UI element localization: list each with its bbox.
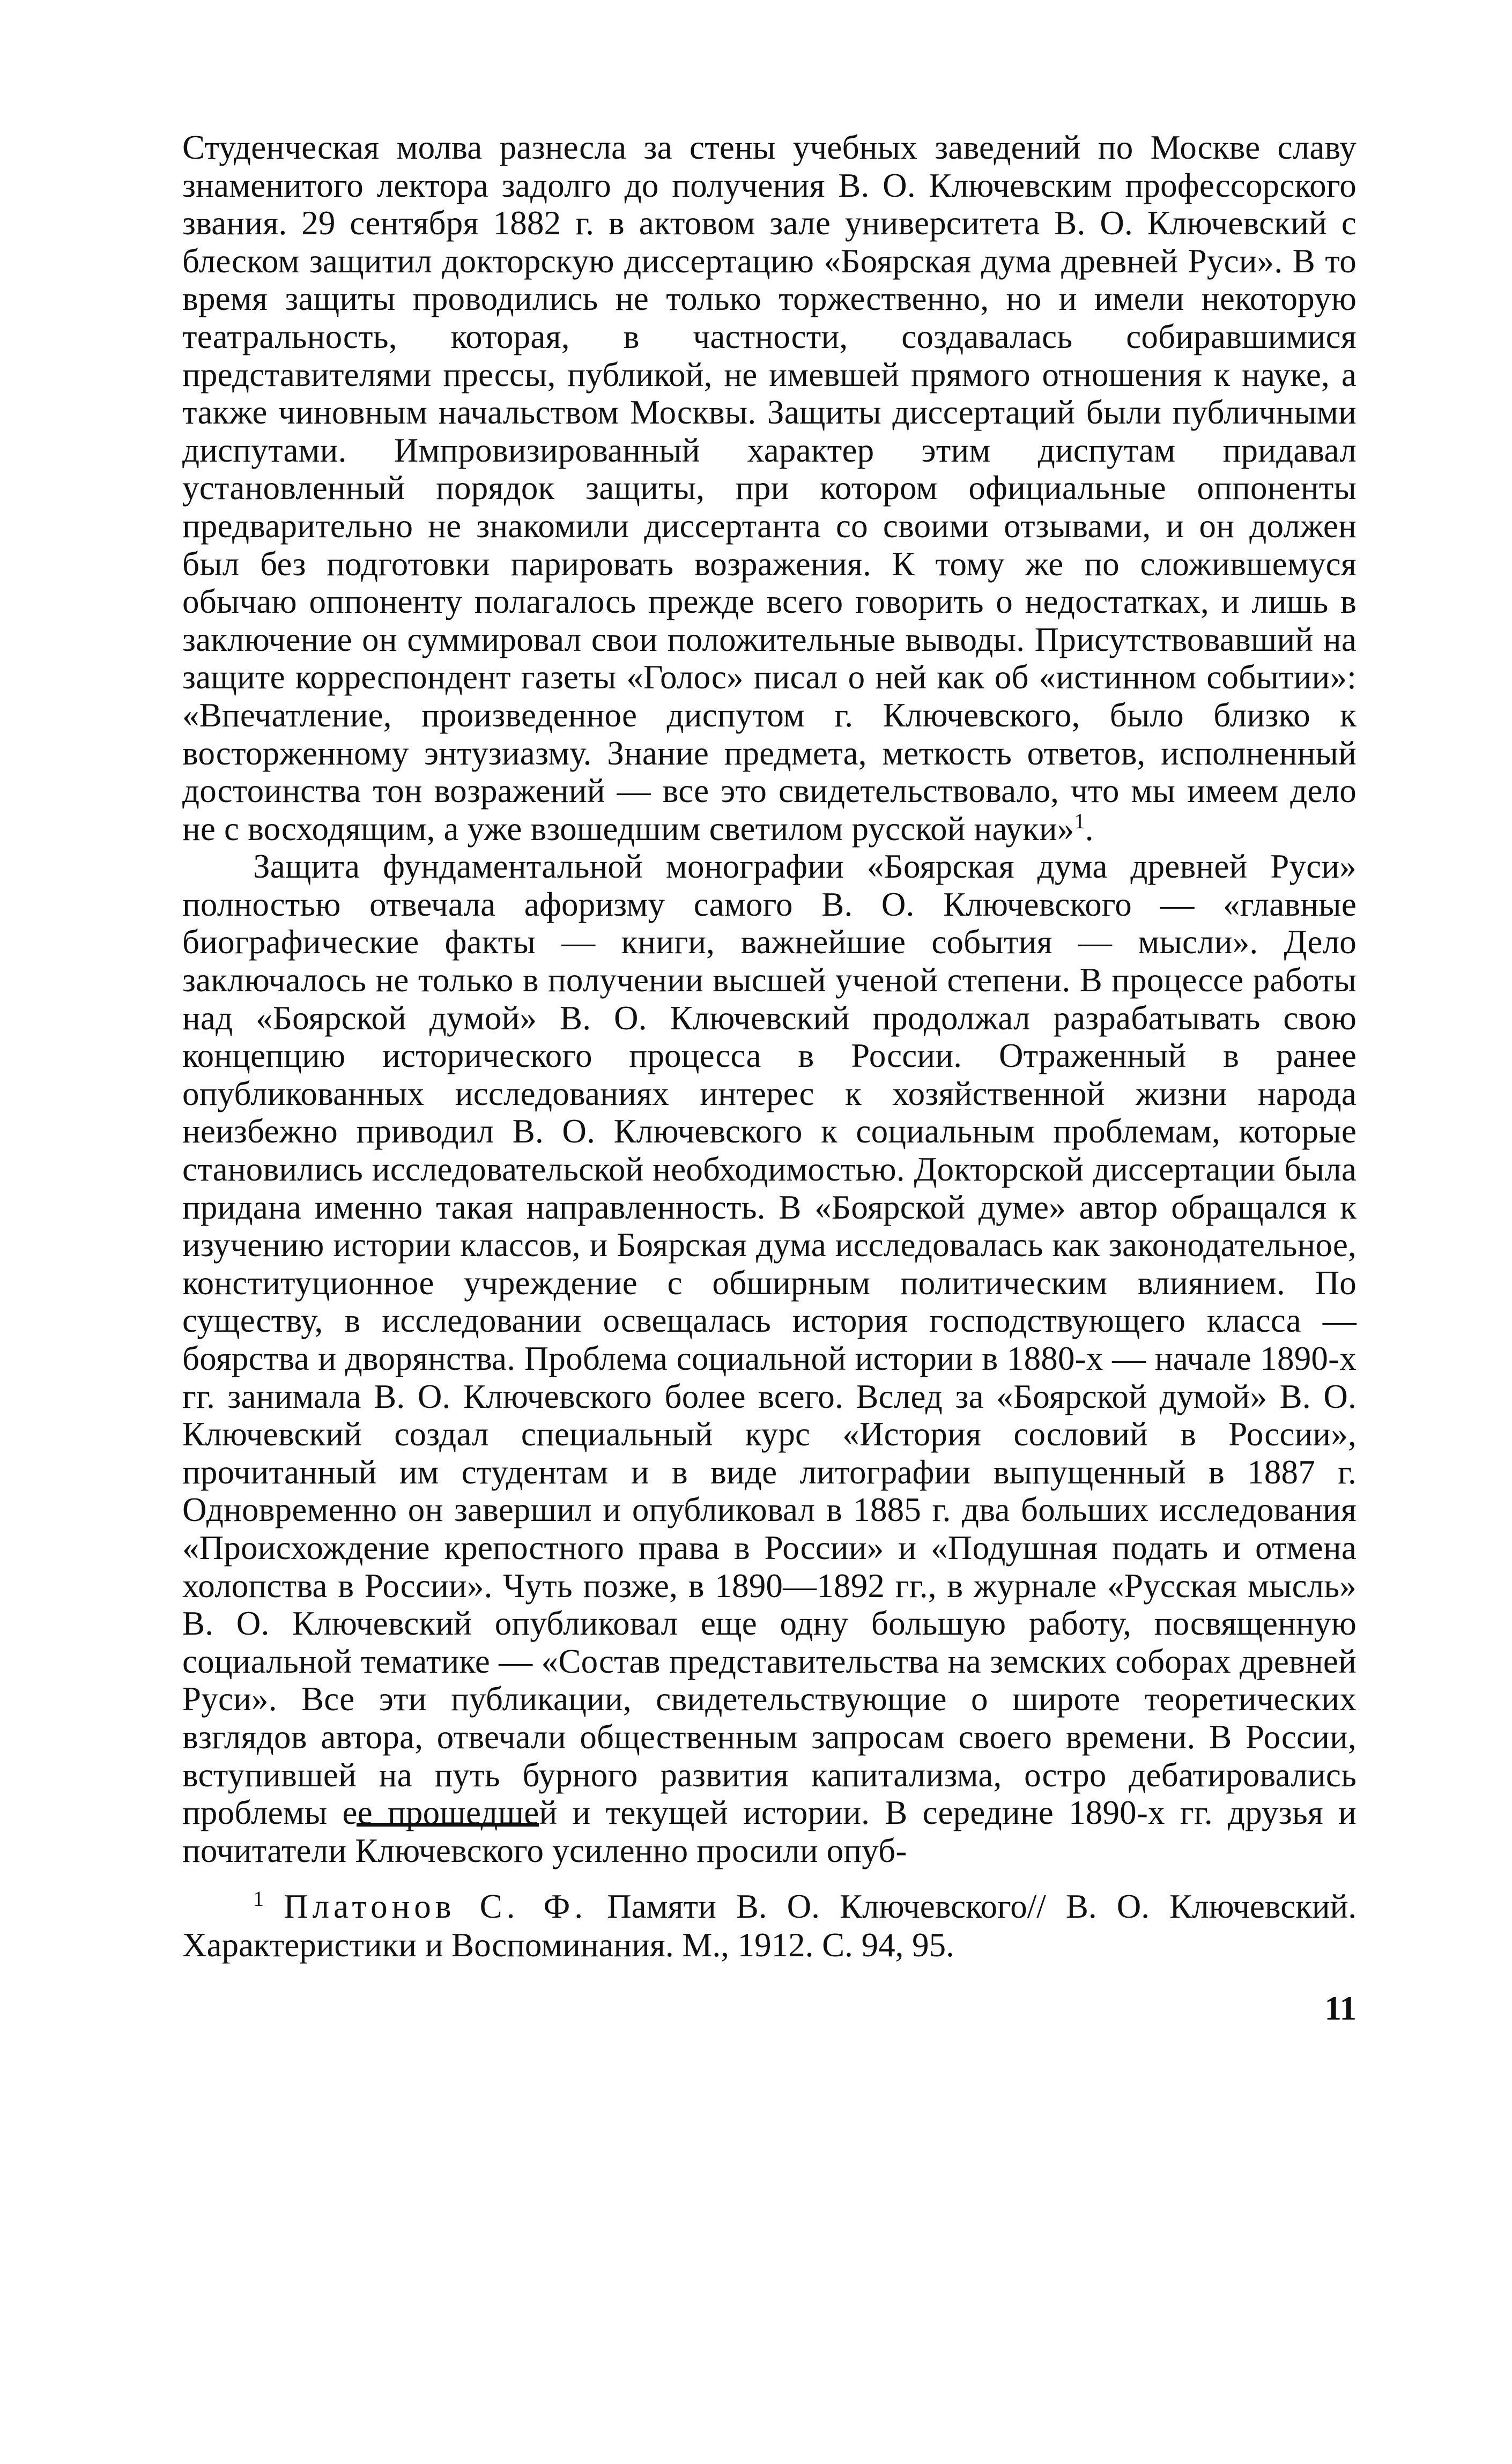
- paragraph-1-text: Студенческая молва разнесла за стены учебных заведений по Москве славу знаменитого лектора задолго до получения В. О. Ключевским профессорского звания. 29 сентября 1882 г. в актовом зале университета В. О. Ключевский с блеском защитил докторскую диссертацию «Боярская дума древней Руси». В то время защиты проводились не только торжественно, но и имели некоторую театральность, которая, в частности, создавалась собиравшимися представителями прессы, публикой, не имевшей прямого отношения к науке, а также чиновным начальством Москвы. Защиты диссертаций были публичными диспутами. Импровизированный характер этим диспутам придавал установленный порядок защиты, при котором официальные оппоненты предварительно не знакомили диссертанта со своими отзывами, и он должен был без подготовки парировать возражения. К тому же по сложившемуся обычаю оппоненту полагалось прежде всего говорить о недостатках, и лишь в заключение он суммировал свои положительные выводы. Присутствовавший на защите корреспондент газеты «Голос» писал о ней как об «истинном событии»: «Впечатление, произведенное диспутом г. Ключевского, было близко к восторженному энтузиазму. Знание предмета, меткость ответов, исполненный достоинства тон возражений — все это свидетельствовало, что мы имеем дело не с восходящим, а уже взошедшим светилом русской науки»: [182, 129, 1357, 848]
- paragraph-1: [182, 129, 1357, 848]
- main-text: [182, 129, 1357, 1869]
- footnote-divider: [357, 1823, 539, 1827]
- page-number: 11: [1324, 1990, 1357, 2027]
- paragraph-1-end: .: [1085, 810, 1094, 848]
- footnote-text: Памяти В. О. Ключевского// В. О. Ключевский. Характеристики и Воспоминания. М., 1912. С. 94, 95.: [182, 1888, 1357, 1964]
- book-page: [182, 129, 1357, 2407]
- paragraph-2: [182, 848, 1357, 1869]
- footnote-author: Платонов С. Ф.: [284, 1888, 588, 1925]
- paragraph-2-text: Защита фундаментальной монографии «Боярская дума древней Руси» полностью отвечала афоризму самого В. О. Ключевского — «главные биографические факты — книги, важнейшие события — мысли». Дело заключалось не только в получении высшей ученой степени. В процессе работы над «Боярской думой» В. О. Ключевский продолжал разрабатывать свою концепцию исторического процесса в России. Отраженный в ранее опубликованных исследованиях интерес к хозяйственной жизни народа неизбежно приводил В. О. Ключевского к социальным проблемам, которые становились исследовательской необходимостью. Докторской диссертации была придана именно такая направленность. В «Боярской думе» автор обращался к изучению истории классов, и Боярская дума исследовалась как законодательное, конституционное учреждение с обширным политическим влиянием. По существу, в исследовании освещалась история господствующего класса — боярства и дворянства. Проблема социальной истории в 1880-х — начале 1890-х гг. занимала В. О. Ключевского более всего. Вслед за «Боярской думой» В. О. Ключевский создал специальный курс «История сословий в России», прочитанный им студентам и в виде литографии выпущенный в 1887 г. Одновременно он завершил и опубликовал в 1885 г. два больших исследования «Происхождение крепостного права в России» и «Подушная подать и отмена холопства в России». Чуть позже, в 1890—1892 гг., в журнале «Русская мысль» В. О. Ключевский опубликовал еще одну большую работу, посвященную социальной тематике — «Состав представительства на земских соборах древней Руси». Все эти публикации, свидетельствующие о широте теоретических взглядов автора, отвечали общественным запросам своего времени. В России, вступившей на путь бурного развития капитализма, остро дебатировались проблемы ее прошедшей и текущей истории. В середине 1890-х гг. друзья и почитатели Ключевского усиленно просили опуб-: [182, 848, 1357, 1869]
- footnote: [182, 1887, 1357, 1964]
- footnote-marker: 1: [253, 1887, 264, 1911]
- footnote-reference: 1: [1074, 808, 1085, 833]
